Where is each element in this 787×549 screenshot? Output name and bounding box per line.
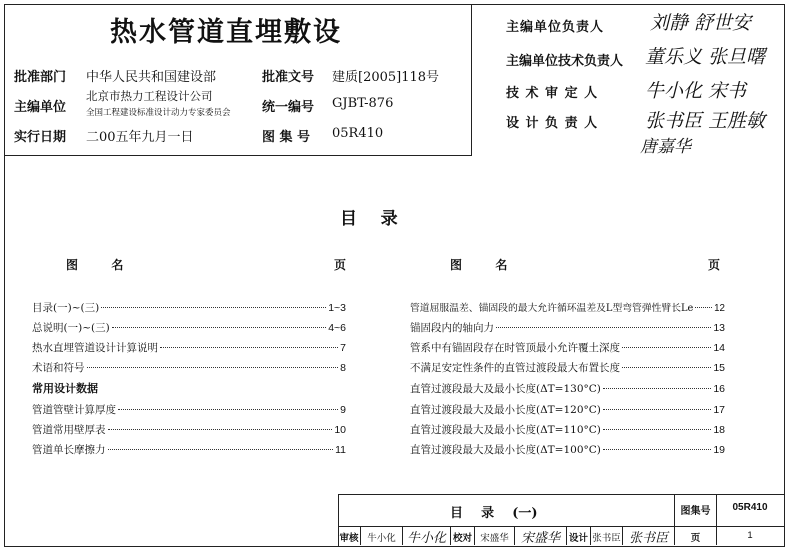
- signature-editor-head: 刘静 舒世安: [650, 12, 752, 34]
- toc-dots: [112, 327, 327, 328]
- toc-item[interactable]: [32, 442, 346, 457]
- toc-item-page: 15: [713, 362, 725, 374]
- toc-item[interactable]: [32, 300, 346, 315]
- signature-designer: 张书臣 王胜敏: [645, 110, 766, 132]
- toc-item-page: 10: [334, 424, 346, 436]
- toc-item-page: 13: [713, 322, 725, 334]
- approval-doc-value: 建质[2005]118号: [332, 70, 440, 85]
- toc-item[interactable]: [32, 320, 346, 335]
- unified-no-value: GJBT-876: [332, 96, 394, 111]
- toc-item-page: 9: [340, 404, 346, 416]
- toc-item-title: 术语和符号: [32, 362, 85, 374]
- atlas-no-value: 05R410: [332, 126, 384, 141]
- atlas-label: 图集号: [680, 506, 711, 517]
- left-col-title-label: 图 名: [66, 258, 124, 272]
- toc-item-title: 直管过渡段最大及最小长度(ΔT=120°C): [410, 404, 601, 416]
- approval-dept-value: 中华人民共和国建设部: [86, 70, 217, 85]
- design-signature: 张书臣: [628, 531, 668, 546]
- role-label-tech-head: 主编单位技术负责人: [506, 54, 624, 69]
- toc-item-page: 12: [714, 303, 725, 314]
- toc-dots: [603, 409, 711, 410]
- left-col-page-label: 页: [334, 258, 347, 272]
- toc-item[interactable]: [32, 422, 346, 437]
- atlas-no-label: 图 集 号: [262, 130, 311, 145]
- signature-tech-head: 董乐义 张旦曙: [645, 46, 766, 68]
- right-col-page-label: 页: [708, 258, 721, 272]
- effective-date-label: 实行日期: [14, 130, 67, 145]
- review-label: 审核: [339, 533, 359, 544]
- toc-item[interactable]: [410, 340, 725, 355]
- toc-dots: [496, 327, 711, 328]
- toc-item-page: 19: [713, 444, 725, 456]
- toc-dots: [622, 367, 711, 368]
- toc-item-page: 14: [713, 342, 725, 354]
- sheet-title: 目 录 (一): [450, 506, 538, 521]
- toc-item-page: 11: [335, 444, 346, 456]
- design-label: 设计: [568, 533, 588, 544]
- toc-item-title: 管道管壁计算厚度: [32, 404, 116, 416]
- signature-reviewer: 牛小化 宋书: [645, 80, 747, 102]
- toc-item-title: 直管过渡段最大及最小长度(ΔT=100°C): [410, 444, 601, 456]
- role-label-designer: 设 计 负 责 人: [506, 116, 599, 131]
- toc-item-title: 直管过渡段最大及最小长度(ΔT=110°C): [410, 424, 601, 436]
- toc-dots: [108, 449, 334, 450]
- toc-dots: [101, 307, 326, 308]
- check-label: 校对: [452, 533, 472, 544]
- toc-item-page: 16: [713, 383, 725, 395]
- toc-dots: [603, 429, 711, 430]
- toc-dots: [603, 449, 711, 450]
- review-name: 牛小化: [367, 533, 396, 544]
- toc-item[interactable]: [32, 360, 346, 375]
- toc-item-page: 4~6: [328, 322, 346, 334]
- signature-extra: 唐嘉华: [640, 137, 691, 157]
- approval-doc-label: 批准文号: [262, 70, 315, 85]
- editor-unit-label: 主编单位: [14, 100, 67, 115]
- toc-dots: [118, 409, 338, 410]
- toc-item-title: 管道常用壁厚表: [32, 424, 106, 436]
- editor-unit-line1: 北京市热力工程设计公司: [86, 89, 213, 103]
- toc-item[interactable]: [410, 422, 725, 437]
- toc-item-title: 管系中有锚固段存在时管顶最小允许覆土深度: [410, 342, 620, 354]
- toc-item-title: 总说明(一)~(三): [32, 322, 110, 334]
- toc-item-title: 热水直埋管道设计计算说明: [32, 342, 158, 354]
- role-label-reviewer: 技 术 审 定 人: [506, 86, 599, 101]
- page-label: 页: [690, 533, 701, 544]
- toc-item[interactable]: [410, 442, 725, 457]
- effective-date-value: 二00五年九月一日: [86, 130, 194, 145]
- toc-item-page: 1~3: [328, 302, 346, 314]
- toc-item[interactable]: [32, 340, 346, 355]
- toc-item-title: 管道屈服温差、锚固段的最大允许循环温差及L型弯管弹性臂长Le: [410, 303, 694, 314]
- toc-item-page: 8: [340, 362, 346, 374]
- atlas-value: 05R410: [732, 502, 768, 513]
- toc-item-page: 18: [713, 424, 725, 436]
- design-name: 张书臣: [592, 533, 621, 544]
- page-value: 1: [747, 530, 753, 541]
- toc-dots: [160, 347, 338, 348]
- toc-item-title: 锚固段内的轴向力: [410, 322, 494, 334]
- toc-dots: [603, 388, 711, 389]
- unified-no-label: 统一编号: [262, 100, 315, 115]
- toc-item-title: 目录(一)~(三): [32, 302, 100, 314]
- check-name: 宋盛华: [480, 533, 509, 544]
- toc-item[interactable]: [410, 300, 725, 314]
- toc-item-title: 直管过渡段最大及最小长度(ΔT=130°C): [410, 383, 601, 395]
- document-title: 热水管道直埋敷设: [110, 17, 342, 48]
- toc-section-heading: 常用设计数据: [32, 382, 98, 395]
- editor-unit-line2: 全国工程建设标准设计动力专家委员会: [86, 108, 231, 118]
- toc-item[interactable]: [410, 402, 725, 417]
- toc-dots: [622, 347, 711, 348]
- toc-item-title: 管道单长摩擦力: [32, 444, 106, 456]
- toc-item[interactable]: [410, 360, 725, 375]
- check-signature: 宋盛华: [520, 531, 560, 546]
- toc-item-page: 17: [713, 404, 725, 416]
- review-signature: 牛小化: [406, 531, 446, 546]
- toc-item[interactable]: [410, 320, 725, 335]
- toc-item-page: 7: [340, 342, 346, 354]
- toc-dots: [108, 429, 333, 430]
- toc-item[interactable]: [32, 402, 346, 417]
- toc-dots: [695, 307, 712, 308]
- role-label-editor-head: 主编单位负责人: [506, 20, 605, 35]
- approval-dept-label: 批准部门: [14, 70, 67, 85]
- toc-heading: 目 录: [340, 209, 398, 229]
- right-col-title-label: 图 名: [450, 258, 508, 272]
- toc-item[interactable]: [410, 381, 725, 396]
- toc-item-title: 不满足安定性条件的直管过渡段最大布置长度: [410, 362, 620, 374]
- toc-dots: [87, 367, 339, 368]
